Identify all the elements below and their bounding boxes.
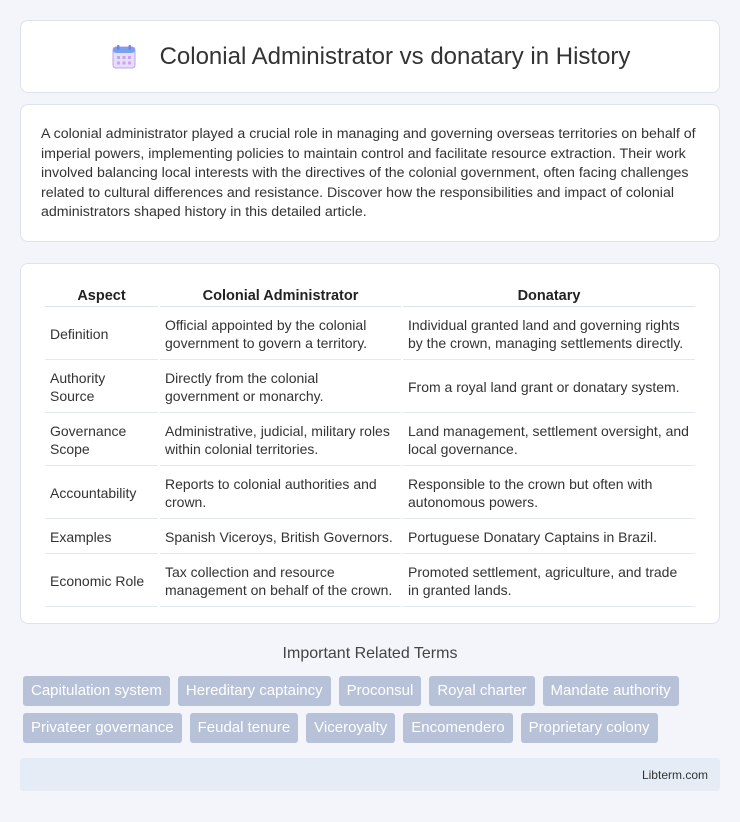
intro-text: A colonial administrator played a crucial role in managing and governing overseas territories on behalf of imperial powers, implementing policies to maintain control and facilitate resource extraction. Their work involved balancing local interests with the directives of the colonial government, often facing challenges related to cultural differences and resistance. Discover how the responsibilities and impact of colonial administrators shaped history in this detailed article. bbox=[41, 126, 696, 221]
comparison-card bbox=[20, 263, 720, 624]
related-term-tag[interactable]: Capitulation system bbox=[23, 676, 170, 706]
related-terms-section bbox=[20, 645, 720, 750]
calendar-icon bbox=[110, 43, 138, 71]
related-term-tag[interactable]: Royal charter bbox=[429, 676, 534, 706]
row-donatary: Individual granted land and governing rights by the crown, managing settlements directly. bbox=[403, 309, 695, 360]
related-term-tag[interactable]: Proconsul bbox=[339, 676, 422, 706]
related-terms-title: Important Related Terms bbox=[282, 645, 458, 662]
row-colonial-administrator: Tax collection and resource management on behalf of the crown. bbox=[160, 556, 401, 607]
table-row bbox=[45, 556, 695, 607]
row-aspect: Examples bbox=[45, 521, 158, 554]
related-term-tag[interactable]: Feudal tenure bbox=[190, 713, 299, 743]
table-row bbox=[45, 309, 695, 360]
page-title: Colonial Administrator vs donatary in History bbox=[159, 42, 631, 70]
comparison-table bbox=[43, 284, 697, 609]
row-colonial-administrator: Official appointed by the colonial government to govern a territory. bbox=[160, 309, 401, 360]
row-aspect: Authority Source bbox=[45, 362, 158, 413]
row-colonial-administrator: Spanish Viceroys, British Governors. bbox=[160, 521, 401, 554]
header-donatary: Donatary bbox=[403, 286, 695, 307]
table-header-row bbox=[45, 286, 695, 307]
row-colonial-administrator: Directly from the colonial government or monarchy. bbox=[160, 362, 401, 413]
related-term-tag[interactable]: Proprietary colony bbox=[521, 713, 658, 743]
row-donatary: From a royal land grant or donatary system. bbox=[403, 362, 695, 413]
row-colonial-administrator: Administrative, judicial, military roles within colonial territories. bbox=[160, 415, 401, 466]
related-term-tag[interactable]: Encomendero bbox=[403, 713, 512, 743]
header-colonial-administrator: Colonial Administrator bbox=[160, 286, 401, 307]
table-row bbox=[45, 521, 695, 554]
row-aspect: Economic Role bbox=[45, 556, 158, 607]
table-row bbox=[45, 362, 695, 413]
row-aspect: Definition bbox=[45, 309, 158, 360]
related-terms-list bbox=[20, 676, 720, 750]
row-donatary: Land management, settlement oversight, and local governance. bbox=[403, 415, 695, 466]
row-donatary: Promoted settlement, agriculture, and trade in granted lands. bbox=[403, 556, 695, 607]
footer-site-link[interactable]: Libterm.com bbox=[641, 768, 708, 782]
row-aspect: Accountability bbox=[45, 468, 158, 519]
table-row bbox=[45, 415, 695, 466]
intro-card bbox=[20, 104, 720, 242]
row-colonial-administrator: Reports to colonial authorities and crown. bbox=[160, 468, 401, 519]
related-term-tag[interactable]: Viceroyalty bbox=[306, 713, 395, 743]
table-row bbox=[45, 468, 695, 519]
row-donatary: Responsible to the crown but often with autonomous powers. bbox=[403, 468, 695, 519]
header-aspect: Aspect bbox=[45, 286, 158, 307]
header-card bbox=[20, 20, 720, 93]
row-aspect: Governance Scope bbox=[45, 415, 158, 466]
related-term-tag[interactable]: Hereditary captaincy bbox=[178, 676, 331, 706]
related-term-tag[interactable]: Mandate authority bbox=[543, 676, 679, 706]
row-donatary: Portuguese Donatary Captains in Brazil. bbox=[403, 521, 695, 554]
related-term-tag[interactable]: Privateer governance bbox=[23, 713, 182, 743]
footer bbox=[20, 758, 720, 791]
